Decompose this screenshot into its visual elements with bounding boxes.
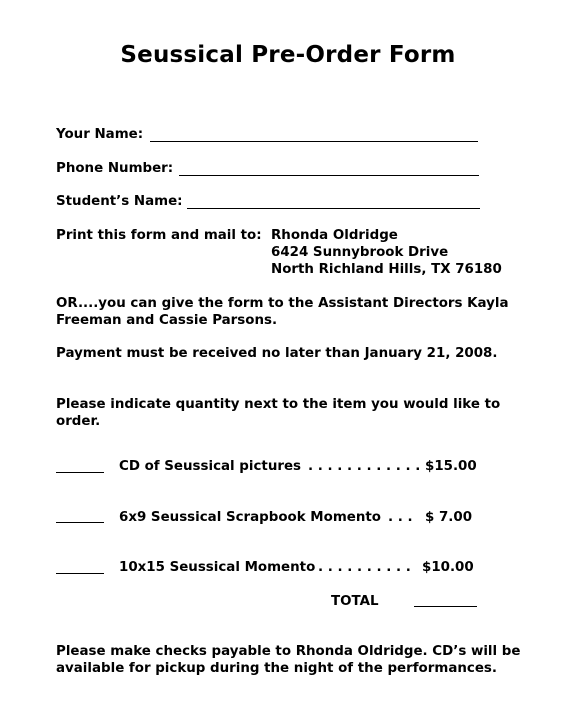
item-quantity-field[interactable] — [56, 573, 104, 574]
phone-field[interactable] — [179, 175, 479, 176]
mail-instruction: Print this form and mail to: — [56, 228, 262, 243]
item-leader: . . . — [388, 510, 413, 525]
alt-delivery-text: OR....you can give the form to the Assistant Directors Kayla Freeman and Cassie Parsons. — [56, 296, 509, 328]
item-quantity-field[interactable] — [56, 522, 104, 523]
item-price: $15.00 — [425, 459, 477, 474]
footer-note: Please make checks payable to Rhonda Oldridge. CD’s will be available for pickup during the night of the performances. — [56, 644, 521, 676]
name-field[interactable] — [150, 141, 478, 142]
mail-street: 6424 Sunnybrook Drive — [271, 245, 449, 260]
item-leader: . . . . . . . . . . . . — [308, 459, 421, 474]
payment-deadline: Payment must be received no later than January 21, 2008. — [56, 346, 498, 361]
page-title: Seussical Pre-Order Form — [120, 42, 456, 68]
total-field[interactable] — [414, 606, 477, 607]
item-name: CD of Seussical pictures — [119, 459, 302, 474]
item-leader: . . . . . . . . . . — [318, 560, 411, 575]
phone-label: Phone Number: — [56, 161, 174, 176]
item-quantity-field[interactable] — [56, 472, 104, 473]
item-price: $10.00 — [422, 560, 474, 575]
name-label: Your Name: — [56, 127, 144, 142]
student-name-field[interactable] — [187, 208, 480, 209]
total-label: TOTAL — [331, 594, 379, 609]
mail-city: North Richland Hills, TX 76180 — [271, 262, 502, 277]
item-name: 10x15 Seussical Momento — [119, 560, 316, 575]
student-name-label: Student’s Name: — [56, 194, 183, 209]
quantity-instruction: Please indicate quantity next to the item you would like to order. — [56, 397, 501, 429]
item-price: $ 7.00 — [425, 510, 473, 525]
mail-recipient: Rhonda Oldridge — [271, 228, 398, 243]
item-name: 6x9 Seussical Scrapbook Momento — [119, 510, 381, 525]
